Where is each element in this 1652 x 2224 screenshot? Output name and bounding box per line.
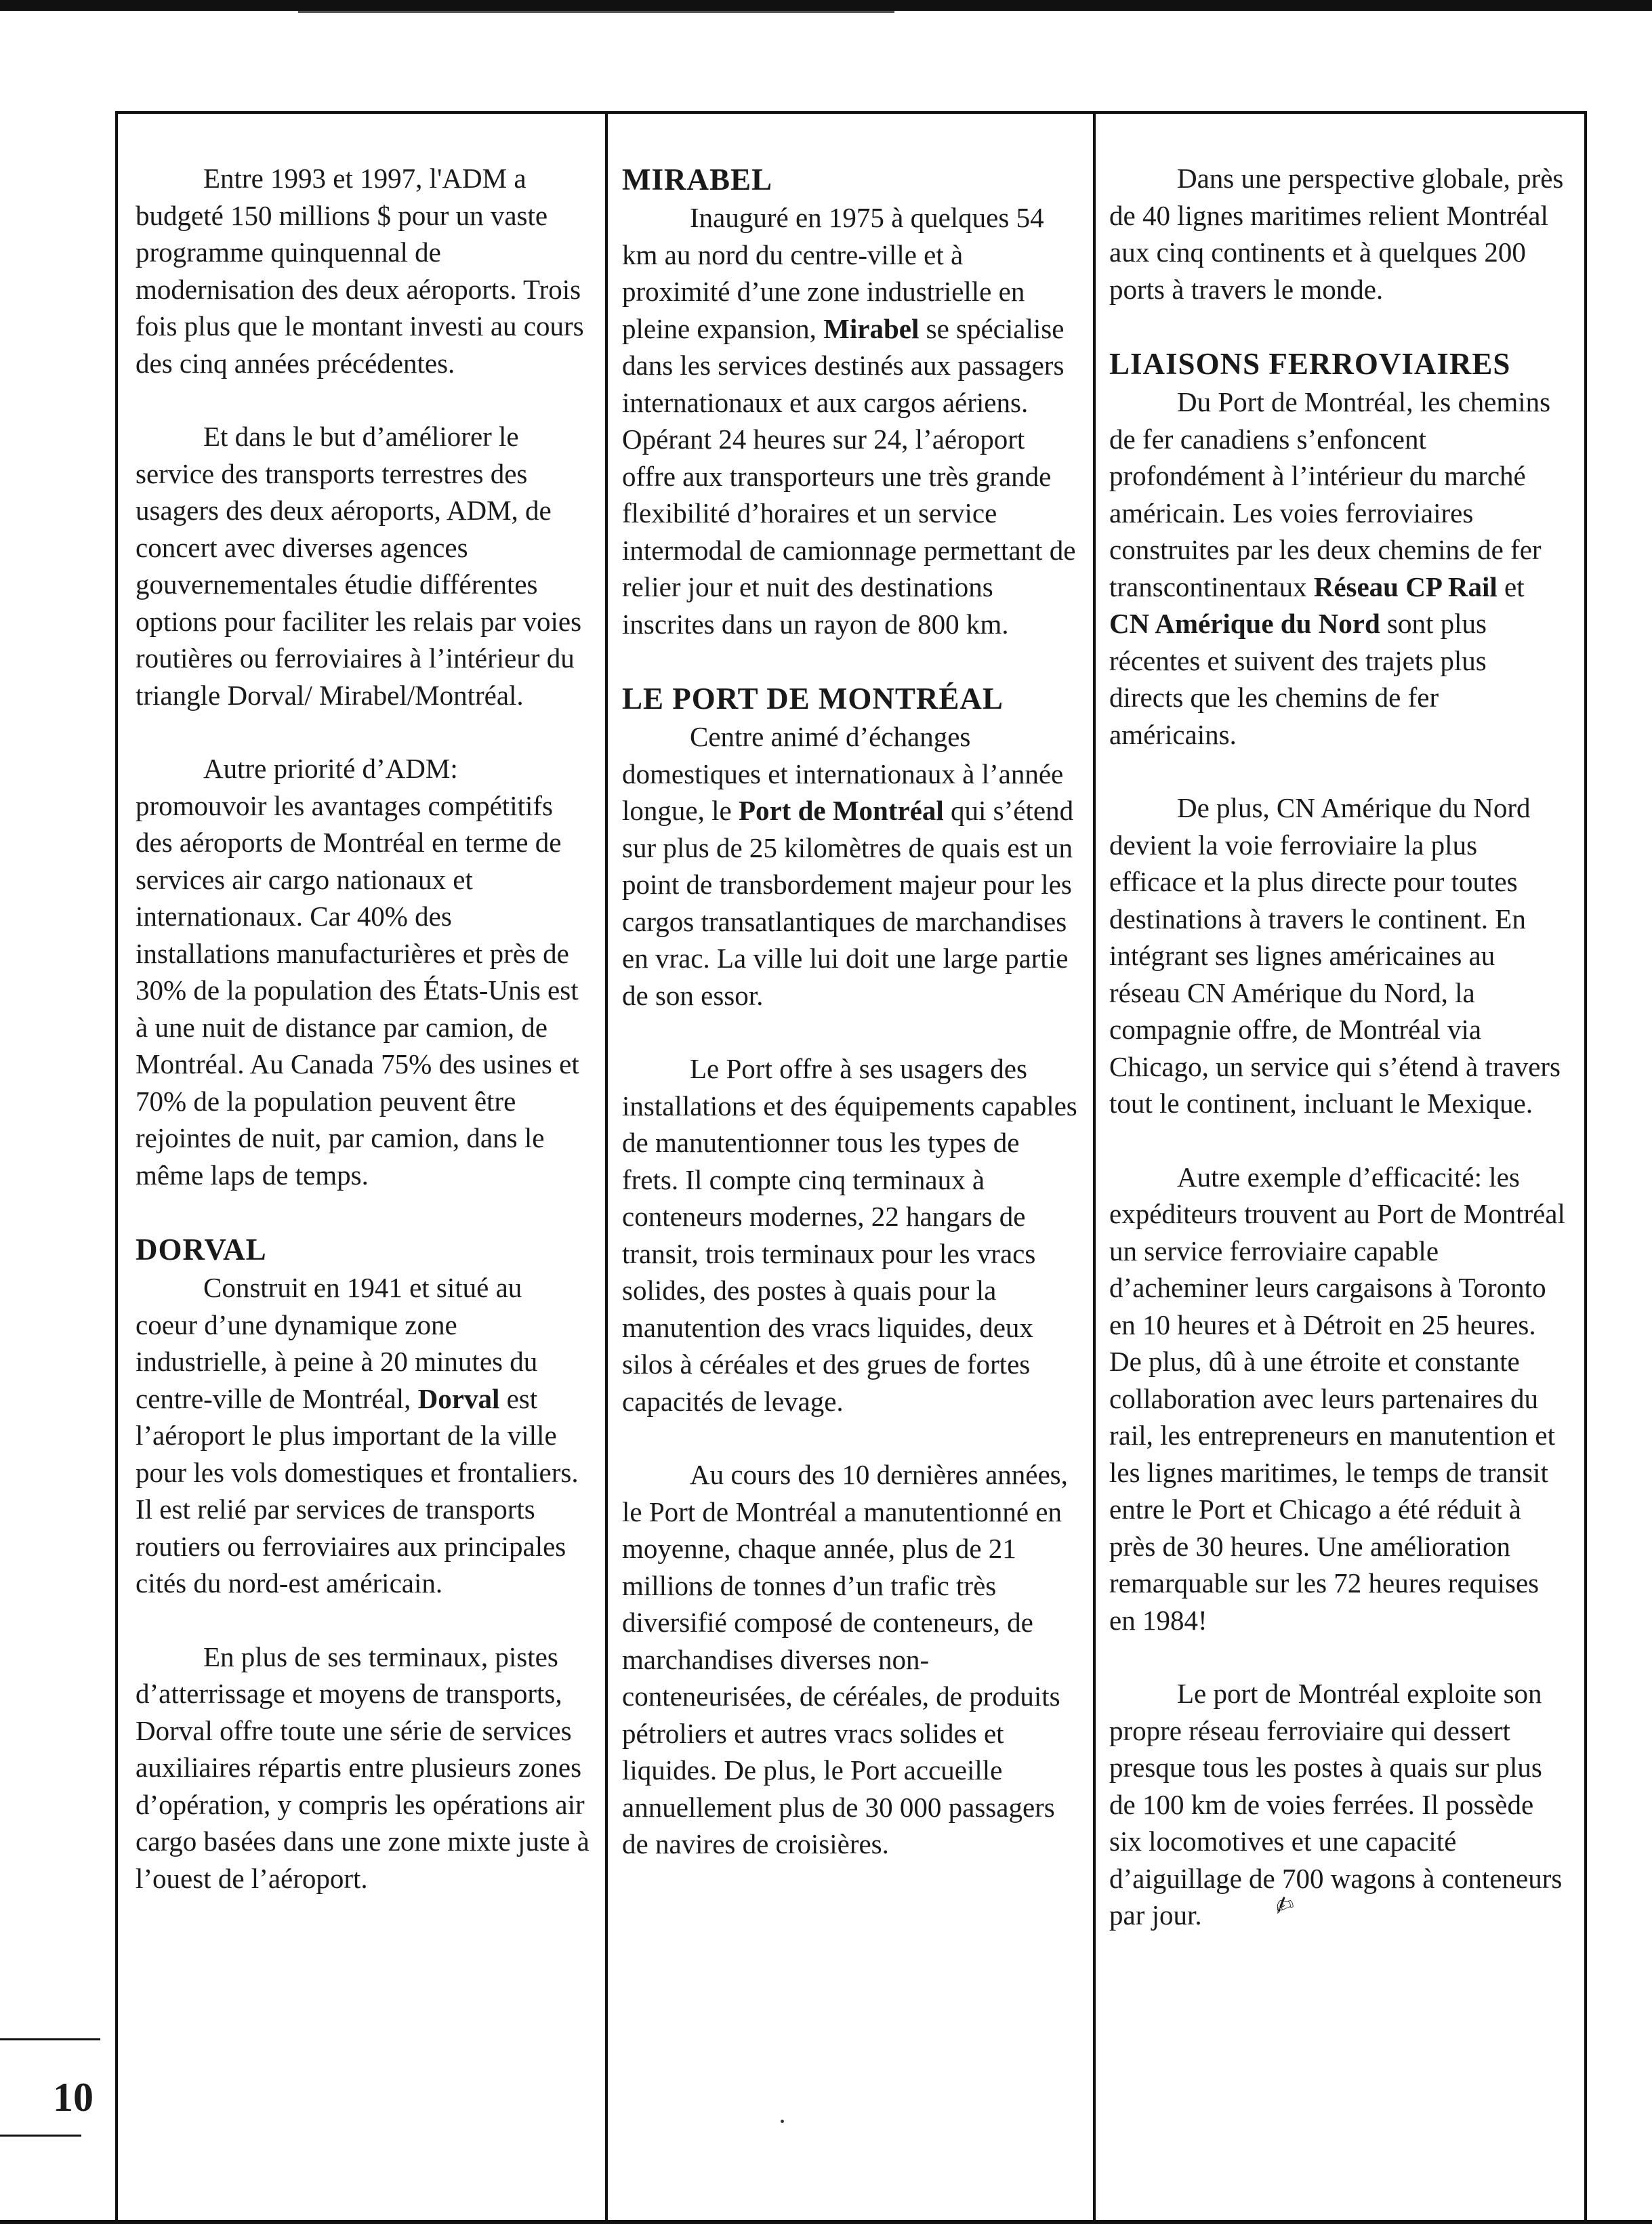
bold-term: CN Amérique du Nord (1109, 608, 1380, 639)
column-divider-2 (1093, 111, 1096, 2224)
stray-dot (781, 2120, 784, 2123)
section-heading-mirabel: MIRABEL (622, 163, 773, 197)
paragraph: Centre animé d’échanges domestiques et internationaux à l’année longue, le Port de Montréal qui s’étend sur plus de 25 kilomètres de quais est un point de transbordement majeur pour les cargos transatlantiques de marchandises en vrac. La ville lui doit une large partie de son essor. (622, 721, 1074, 1011)
column-divider-1 (605, 111, 608, 2224)
paragraph: Au cours des 10 dernières années, le Port de Montréal a manutentionné en moyenne, chaque année, plus de 21 millions de tonnes d’un trafic très diversifié composé de conteneurs, de marchandises diverses non-conteneurisées, de céréales, de produits pétroliers et autres vracs solides et liquides. De plus, le Port accueille annuellement plus de 30 000 passagers de navires de croisières. (622, 1459, 1068, 1859)
column-3 (1109, 160, 1567, 1973)
paragraph: Dans une perspective globale, près de 40 lignes maritimes relient Montréal aux cinq continents et à quelques 200 ports à travers le monde. (1109, 163, 1564, 305)
section-heading-dorval: DORVAL (136, 1233, 267, 1267)
page-number-rule-bottom (0, 2135, 81, 2137)
bold-term: Port de Montréal (738, 795, 944, 826)
top-rule (0, 0, 1652, 11)
paragraph: Construit en 1941 et situé au coeur d’une dynamique zone industrielle, à peine à 20 minutes du centre-ville de Montréal, Dorval est l’aéroport le plus important de la ville pour les vols domestiques et frontaliers. Il est relié par services de transports routiers ou ferroviaires aux principales cités du nord-est américain. (136, 1272, 579, 1599)
page-number-rule-top (0, 2038, 100, 2040)
column-2 (622, 160, 1077, 1899)
paragraph: Inauguré en 1975 à quelques 54 km au nord du centre-ville et à proximité d’une zone industrielle en pleine expansion, Mirabel se spécialise dans les services destinés aux passagers internationaux et aux cargos aériens. Opérant 24 heures sur 24, l’aéroport offre aux transporteurs une très grande flexibilité d’horaires et un service intermodal de camionnage permettant de relier jour et nuit des destinations inscrites dans un rayon de 800 km. (622, 202, 1076, 640)
paragraph: Autre exemple d’efficacité: les expéditeurs trouvent au Port de Montréal un service ferroviaire capable d’acheminer leurs cargaisons à Toronto en 10 heures et à Détroit en 25 heures. De plus, dû à une étroite et constante collaboration avec leurs partenaires du rail, les entrepreneurs en manutention et les lignes maritimes, le temps de transit entre le Port et Chicago a été réduit à près de 30 heures. Une amélioration remarquable sur les 72 heures requises en 1984! (1109, 1161, 1565, 1636)
section-heading-rail: LIAISONS FERROVIAIRES (1109, 347, 1511, 381)
paragraph: Le port de Montréal exploite son propre réseau ferroviaire qui dessert presque tous les postes à quais sur plus de 100 km de voies ferrées. Il possède six locomotives et une capacité d’aiguillage de 700 wagons à conteneurs par jour. ✍ (1109, 1675, 1567, 1936)
bottom-rule (0, 2220, 1652, 2224)
bold-term: Mirabel (823, 312, 920, 344)
paragraph: Entre 1993 et 1997, l'ADM a budgeté 150 millions $ pour un vaste programme quinquennal de modernisation des deux aéroports. Trois fois plus que le montant investi au cours des cinq années précédentes. (136, 163, 584, 379)
paragraph: Du Port de Montréal, les chemins de fer canadiens s’enfoncent profondément à l’intérieur du marché américain. Les voies ferroviaires construites par les deux chemins de fer transcontinentaux Réseau CP Rail et CN Amérique du Nord sont plus récentes et suivent des trajets plus directs que les chemins de fer américains. (1109, 386, 1551, 750)
paragraph: De plus, CN Amérique du Nord devient la voie ferroviaire la plus efficace et la plus directe pour toutes destinations à travers le continent. En intégrant ses lignes américaines au réseau CN Amérique du Nord, la compagnie offre, de Montréal via Chicago, un service qui s’étend à travers tout le continent, incluant le Mexique. (1109, 792, 1561, 1119)
bold-term: Réseau CP Rail (1313, 571, 1498, 602)
top-rule-secondary (298, 11, 894, 13)
paragraph: En plus de ses terminaux, pistes d’atterrissage et moyens de transports, Dorval offre toute une série de services auxiliaires répartis entre plusieurs zones d’opération, y compris les opérations air cargo basées dans une zone mixte juste à l’ouest de l’aéroport. (136, 1641, 590, 1894)
paragraph: Et dans le but d’améliorer le service des transports terrestres des usagers des deux aéroports, ADM, de concert avec diverses agences gouvernementales étudie différentes options pour faciliter les relais par voies routières ou ferroviaires à l’intérieur du triangle Dorval/ Mirabel/Montréal. (136, 421, 582, 711)
section-heading-port: LE PORT DE MONTRÉAL (622, 682, 1004, 716)
pen-icon: ✍ (1270, 1889, 1298, 1922)
page-number: 10 (53, 2075, 94, 2120)
bold-term: Dorval (417, 1382, 500, 1414)
paragraph: Le Port offre à ses usagers des installations et des équipements capables de manutentionner tous les types de frets. Il compte cinq terminaux à conteneurs modernes, 22 hangars de transit, trois terminaux pour les vracs solides, des postes à quais pour la manutention des vracs liquides, deux silos à céréales et des grues de fortes capacités de levage. (622, 1053, 1077, 1417)
paragraph: Autre priorité d’ADM: promouvoir les avantages compétitifs des aéroports de Montréal en terme de services air cargo nationaux et internationaux. Car 40% des installations manufacturières et près de 30% de la population des États-Unis est à une nuit de distance par camion, de Montréal. Au Canada 75% des usines et 70% de la population peuvent être rejointes de nuit, par camion, dans le même laps de temps. (136, 753, 579, 1191)
column-1 (136, 160, 590, 1933)
